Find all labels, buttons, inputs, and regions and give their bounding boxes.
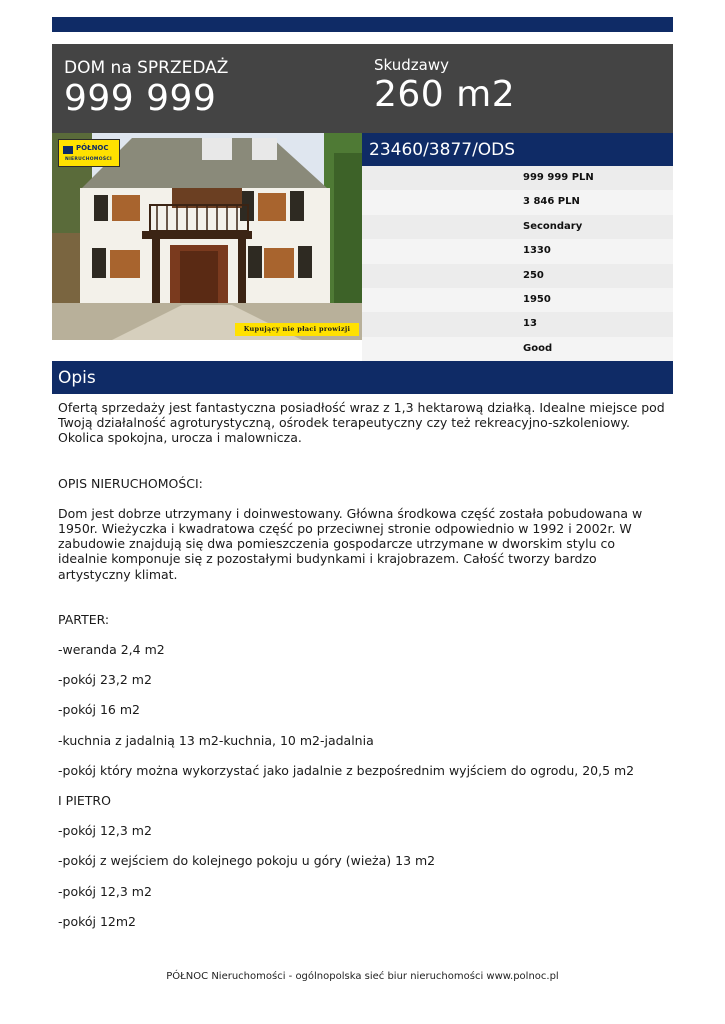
property-photo [52, 133, 362, 340]
logo-text: PÓŁNOC [76, 144, 109, 152]
detail-row: Secondary [362, 215, 673, 239]
reference-number: 23460/3877/ODS [362, 133, 673, 166]
detail-row: 1330 [362, 239, 673, 263]
list-item: -pokój 12m2 [58, 913, 137, 929]
opis-heading: OPIS NIERUCHOMOŚCI: [58, 475, 203, 491]
footer-text: PÓŁNOC Nieruchomości - ogólnopolska sieć biur nieruchomości www.polnoc.pl [166, 971, 559, 982]
opis-text: Dom jest dobrze utrzymany i doinwestowany. Główna środkowa część została pobudowana w 1950r. Wieżyczka i kwadratowa część po przeciwnej stronie odpowiednio w 1992 i 2002r. W zabudowie znajdują się dwa pomieszczenia gospodarcze utrzymane w dworskim stylu co idealnie komponuje się z pozostałymi budynkami i krajobrazem. Całość tworzy bardzo artystyczny klimat. [58, 505, 643, 582]
description-intro: Ofertą sprzedaży jest fantastyczna posiadłość wraz z 1,3 hektarową działką. Idealne miejsce pod Twoją działalność agroturystyczną, ośrodek terapeutyczny czy też rekreacyjno-szkoleniowy. Okolica spokojna, urocza i malownicza. [58, 400, 665, 446]
detail-row: Good [362, 337, 673, 361]
top-accent-bar [52, 17, 673, 32]
company-logo [58, 139, 120, 167]
details-table [362, 166, 673, 361]
list-item: -pokój z wejściem do kolejnego pokoju u góry (wieża) 13 m2 [58, 853, 436, 869]
parter-heading: PARTER: [58, 611, 110, 627]
list-item: -kuchnia z jadalnią 13 m2-kuchnia, 10 m2-jadalnia [58, 732, 374, 748]
area: 260 m2 [374, 74, 516, 115]
pietro-heading: I PIETRO [58, 793, 111, 809]
list-item: -pokój który można wykorzystać jako jadalnie z bezpośrednim wyjściem do ogrodu, 20,5 m2 [58, 762, 635, 778]
location-label: Skudzawy [374, 56, 449, 74]
list-item: -pokój 12,3 m2 [58, 823, 152, 839]
detail-row: 250 [362, 264, 673, 288]
detail-row: 13 [362, 312, 673, 336]
price: 999 999 [64, 78, 217, 119]
logo-mark-icon [63, 146, 73, 154]
detail-row: 3 846 PLN [362, 190, 673, 214]
detail-row: 1950 [362, 288, 673, 312]
property-type-label: DOM na SPRZEDAŻ [64, 58, 229, 78]
description [58, 400, 668, 929]
detail-row: 999 999 PLN [362, 166, 673, 190]
list-item: -pokój 12,3 m2 [58, 883, 152, 899]
list-item: -weranda 2,4 m2 [58, 642, 165, 658]
list-item: -pokój 16 m2 [58, 702, 140, 718]
logo-subtext: NIERUCHOMOŚCI [65, 157, 112, 162]
list-item: -pokój 23,2 m2 [58, 672, 152, 688]
listing-header [52, 44, 673, 133]
photo-caption: Kupujący nie płaci prowizji [235, 323, 359, 336]
section-title-opis: Opis [52, 361, 673, 394]
